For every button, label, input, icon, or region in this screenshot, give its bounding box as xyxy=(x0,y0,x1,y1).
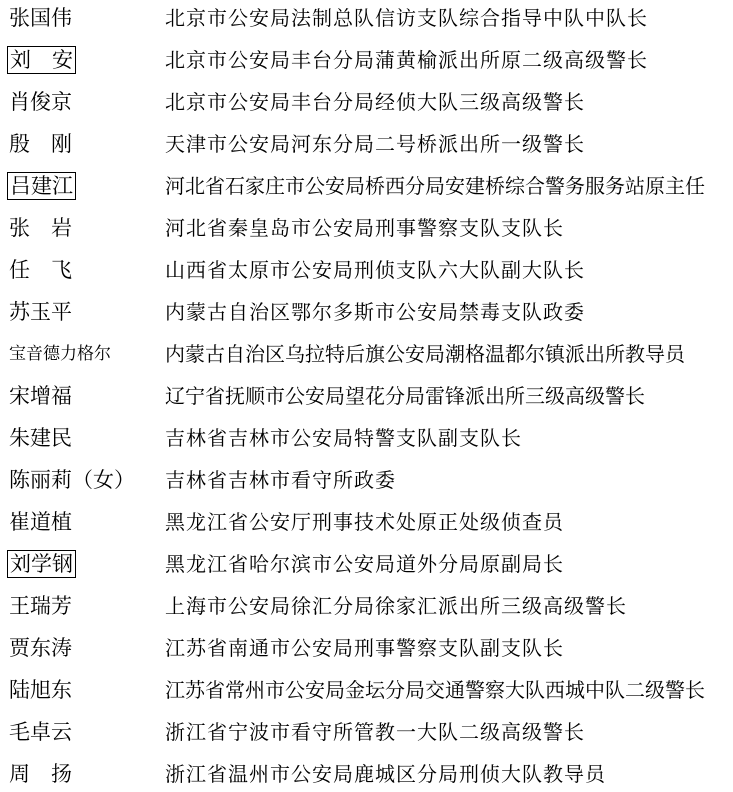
person-title: 北京市公安局丰台分局经侦大队三级高级警长 xyxy=(165,90,585,114)
person-title: 江苏省常州市公安局金坛分局交通警察大队西城中队二级警长 xyxy=(165,678,705,702)
person-name: 陈丽莉（女） xyxy=(9,468,135,492)
person-title: 浙江省温州市公安局鹿城区分局刑侦大队教导员 xyxy=(165,762,606,786)
person-name: 任 飞 xyxy=(9,258,72,282)
person-title: 北京市公安局法制总队信访支队综合指导中队中队长 xyxy=(165,6,648,30)
list-item xyxy=(0,630,733,666)
person-name: 王瑞芳 xyxy=(9,594,72,618)
list-item xyxy=(0,210,733,246)
person-name: 刘 安 xyxy=(7,46,76,74)
list-item xyxy=(0,252,733,288)
person-title: 北京市公安局丰台分局蒲黄榆派出所原二级高级警长 xyxy=(165,48,648,72)
person-title: 天津市公安局河东分局二号桥派出所一级警长 xyxy=(165,132,585,156)
person-name: 陆旭东 xyxy=(9,678,72,702)
list-item xyxy=(0,420,733,456)
person-name: 殷 刚 xyxy=(9,132,72,156)
person-name: 周 扬 xyxy=(9,762,72,786)
person-title: 内蒙古自治区乌拉特后旗公安局潮格温都尔镇派出所教导员 xyxy=(165,342,685,366)
person-name: 贾东涛 xyxy=(9,636,72,660)
list-item xyxy=(0,378,733,414)
list-item xyxy=(0,0,733,36)
person-title: 内蒙古自治区鄂尔多斯市公安局禁毒支队政委 xyxy=(165,300,585,324)
person-title: 浙江省宁波市看守所管教一大队二级高级警长 xyxy=(165,720,585,744)
person-title: 吉林省吉林市公安局特警支队副支队长 xyxy=(165,426,522,450)
person-name: 宝音德力格尔 xyxy=(9,344,111,364)
person-title: 河北省石家庄市公安局桥西分局安建桥综合警务服务站原主任 xyxy=(165,174,705,198)
person-name: 张 岩 xyxy=(9,216,72,240)
list-item xyxy=(0,672,733,708)
person-name: 朱建民 xyxy=(9,426,72,450)
list-item xyxy=(0,294,733,330)
person-name: 刘学钢 xyxy=(7,550,76,578)
list-item xyxy=(0,168,733,204)
person-name: 吕建江 xyxy=(7,172,76,200)
list-item xyxy=(0,546,733,582)
list-item xyxy=(0,756,733,792)
person-title: 河北省秦皇岛市公安局刑事警察支队支队长 xyxy=(165,216,564,240)
list-item xyxy=(0,588,733,624)
person-name: 张国伟 xyxy=(9,6,72,30)
list-item xyxy=(0,42,733,78)
person-title: 黑龙江省公安厅刑事技术处原正处级侦查员 xyxy=(165,510,564,534)
person-title: 黑龙江省哈尔滨市公安局道外分局原副局长 xyxy=(165,552,564,576)
person-name: 肖俊京 xyxy=(9,90,72,114)
list-item xyxy=(0,462,733,498)
person-title: 辽宁省抚顺市公安局望花分局雷锋派出所三级高级警长 xyxy=(165,384,645,408)
person-title: 山西省太原市公安局刑侦支队六大队副大队长 xyxy=(165,258,585,282)
person-name: 崔道植 xyxy=(9,510,72,534)
person-title: 江苏省南通市公安局刑事警察支队副支队长 xyxy=(165,636,564,660)
person-title: 上海市公安局徐汇分局徐家汇派出所三级高级警长 xyxy=(165,594,627,618)
list-item xyxy=(0,126,733,162)
list-item xyxy=(0,84,733,120)
person-title: 吉林省吉林市看守所政委 xyxy=(165,468,396,492)
person-name: 毛卓云 xyxy=(9,720,72,744)
list-item xyxy=(0,504,733,540)
person-name: 宋增福 xyxy=(9,384,72,408)
list-item xyxy=(0,714,733,750)
list-item xyxy=(0,336,733,372)
person-name: 苏玉平 xyxy=(9,300,72,324)
